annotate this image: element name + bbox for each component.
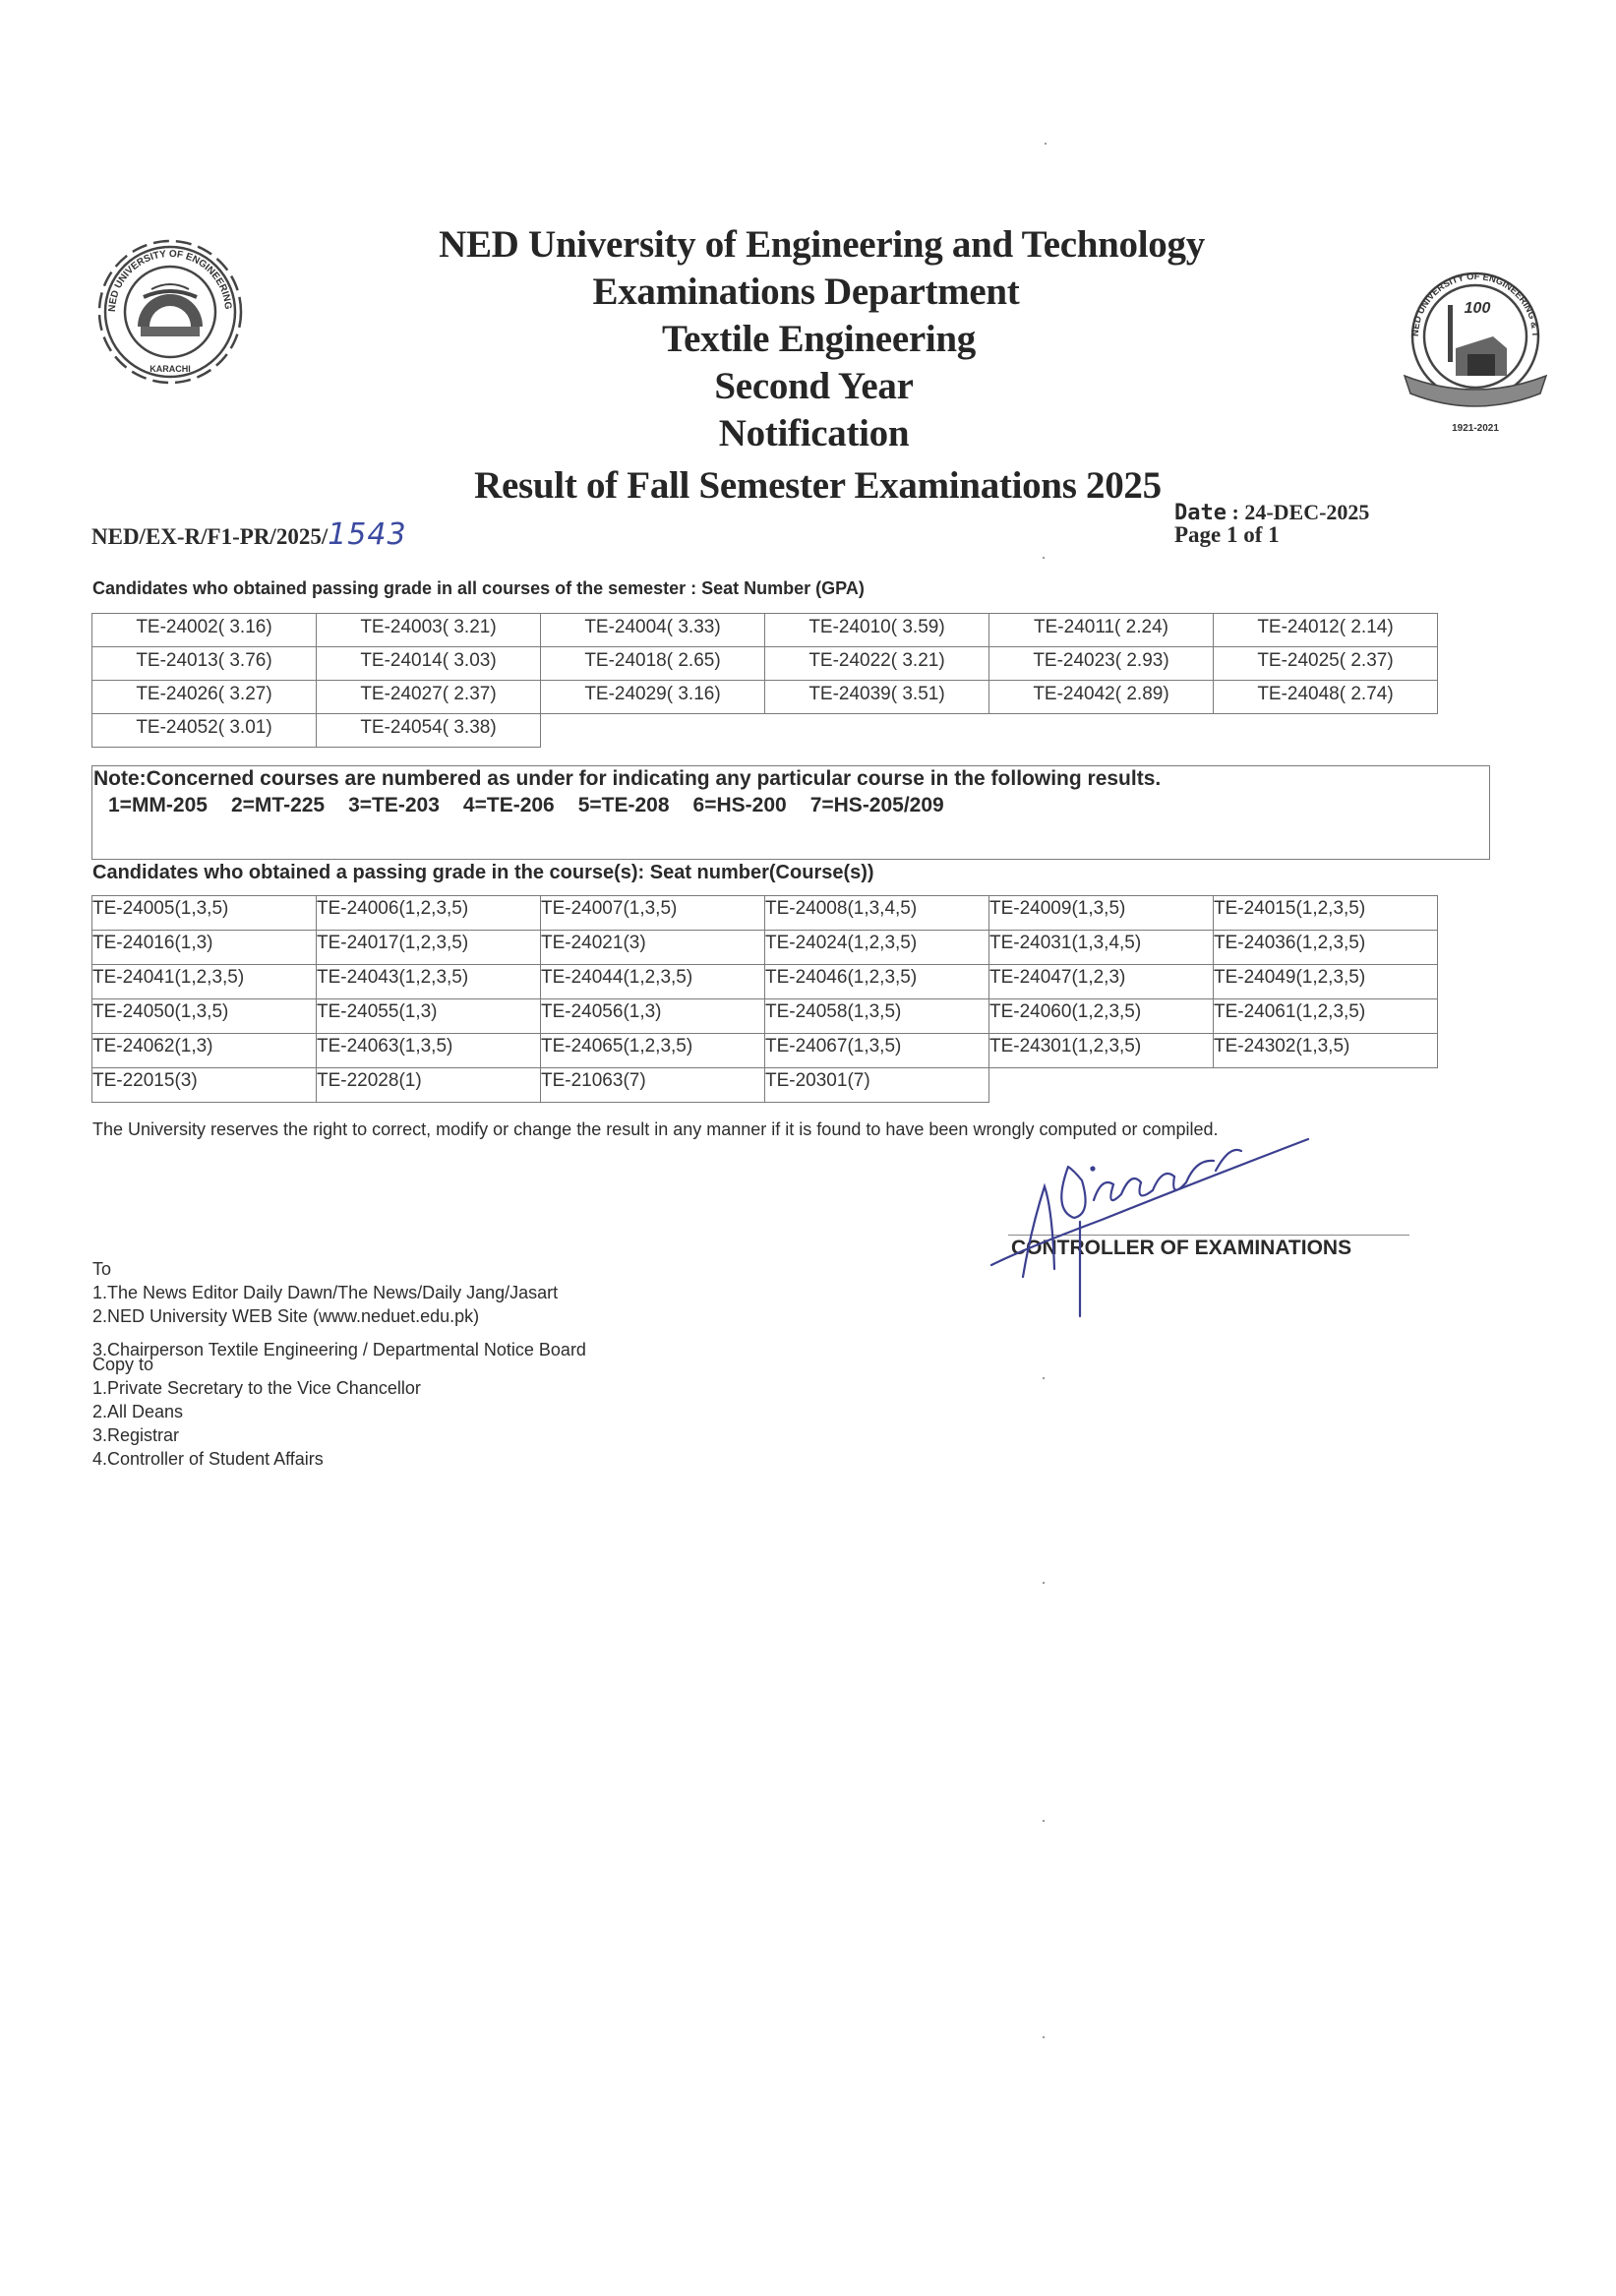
seat-courses-cell: TE-24024(1,2,3,5) xyxy=(765,931,989,965)
to-item: 3.Chairperson Textile Engineering / Departmental Notice Board xyxy=(92,1340,586,1359)
date-separator: : xyxy=(1231,500,1239,524)
seat-gpa-cell: TE-24022( 3.21) xyxy=(765,647,989,681)
scan-speck xyxy=(1045,143,1047,145)
course-key-item: 3=TE-203 xyxy=(348,794,440,816)
seat-gpa-cell: TE-24042( 2.89) xyxy=(989,681,1214,714)
empty-cell xyxy=(989,714,1214,748)
seat-courses-cell: TE-24015(1,2,3,5) xyxy=(1214,896,1438,931)
seat-gpa-cell: TE-24014( 3.03) xyxy=(317,647,541,681)
table-row xyxy=(92,714,1438,748)
to-item: 2.NED University WEB Site (www.neduet.edu.pk) xyxy=(92,1306,480,1326)
page-info: Page 1 of 1 xyxy=(1174,522,1280,547)
seat-gpa-cell: TE-24027( 2.37) xyxy=(317,681,541,714)
table-row xyxy=(92,1034,1438,1068)
copy-item: 4.Controller of Student Affairs xyxy=(92,1449,324,1469)
course-key-item: 5=TE-208 xyxy=(577,794,670,816)
logo-left-bottom-text: KARACHI xyxy=(150,364,191,374)
result-title: Result of Fall Semester Examinations 2025 xyxy=(474,464,1162,507)
seat-courses-cell: TE-24016(1,3) xyxy=(92,931,317,965)
copy-item: 2.All Deans xyxy=(92,1402,184,1421)
seat-gpa-cell: TE-24004( 3.33) xyxy=(541,614,765,647)
seat-courses-cell: TE-24067(1,3,5) xyxy=(765,1034,989,1068)
seat-courses-cell: TE-24021(3) xyxy=(541,931,765,965)
seat-gpa-cell: TE-24025( 2.37) xyxy=(1214,647,1438,681)
logo-left-ring-text: NED UNIVERSITY OF ENGINEERING xyxy=(106,248,234,313)
seat-gpa-cell: TE-24029( 3.16) xyxy=(541,681,765,714)
table-row xyxy=(92,647,1438,681)
to-label: To xyxy=(92,1259,112,1279)
logo-right-years: 1921-2021 xyxy=(1452,423,1499,434)
year-label: Second Year xyxy=(714,365,914,407)
seat-courses-cell: TE-22028(1) xyxy=(317,1068,541,1103)
table-row xyxy=(92,1068,1438,1103)
date-label: Date xyxy=(1174,501,1227,525)
seat-courses-cell: TE-24036(1,2,3,5) xyxy=(1214,931,1438,965)
empty-cell xyxy=(1214,1068,1438,1103)
empty-cell xyxy=(541,714,765,748)
seat-gpa-cell: TE-24010( 3.59) xyxy=(765,614,989,647)
seat-courses-cell: TE-24055(1,3) xyxy=(317,999,541,1034)
logo-right-ring-text: NED UNIVERSITY OF ENGINEERING & T xyxy=(1409,271,1541,337)
empty-cell xyxy=(765,714,989,748)
seat-courses-cell: TE-24009(1,3,5) xyxy=(989,896,1214,931)
seat-courses-cell: TE-22015(3) xyxy=(92,1068,317,1103)
seat-courses-cell: TE-24062(1,3) xyxy=(92,1034,317,1068)
passed-courses-table xyxy=(91,895,1438,1103)
reference-handwritten-number: 1543 xyxy=(328,517,407,552)
seat-courses-cell: TE-24043(1,2,3,5) xyxy=(317,965,541,999)
seat-gpa-cell: TE-24048( 2.74) xyxy=(1214,681,1438,714)
seat-courses-cell: TE-24006(1,2,3,5) xyxy=(317,896,541,931)
seat-courses-cell: TE-24058(1,3,5) xyxy=(765,999,989,1034)
scan-speck xyxy=(1043,1582,1045,1584)
handwritten-signature xyxy=(984,1121,1338,1318)
seat-courses-cell: TE-24031(1,3,4,5) xyxy=(989,931,1214,965)
course-key-note-text: Note:Concerned courses are numbered as under for indicating any particular course in the following results. xyxy=(93,767,1162,790)
seat-gpa-cell: TE-24054( 3.38) xyxy=(317,714,541,748)
logo-right-centenary: 100 xyxy=(1464,300,1491,317)
seat-courses-cell: TE-24008(1,3,4,5) xyxy=(765,896,989,931)
seat-courses-cell: TE-24007(1,3,5) xyxy=(541,896,765,931)
seat-courses-cell: TE-24044(1,2,3,5) xyxy=(541,965,765,999)
seat-gpa-cell: TE-24011( 2.24) xyxy=(989,614,1214,647)
seat-gpa-cell: TE-24012( 2.14) xyxy=(1214,614,1438,647)
table-row xyxy=(92,999,1438,1034)
university-name: NED University of Engineering and Technology xyxy=(439,223,1205,266)
seat-courses-cell: TE-24302(1,3,5) xyxy=(1214,1034,1438,1068)
passed-courses-caption: Candidates who obtained a passing grade in the course(s): Seat number(Course(s)) xyxy=(92,862,874,883)
scan-speck xyxy=(1043,1377,1045,1379)
seat-gpa-cell: TE-24026( 3.27) xyxy=(92,681,317,714)
course-key-item: 6=HS-200 xyxy=(692,794,787,816)
reference-printed: NED/EX-R/F1-PR/2025/ xyxy=(91,524,329,549)
course-key-item: 2=MT-225 xyxy=(230,794,326,816)
seat-courses-cell: TE-24049(1,2,3,5) xyxy=(1214,965,1438,999)
seat-courses-cell: TE-24041(1,2,3,5) xyxy=(92,965,317,999)
passed-all-table xyxy=(91,613,1438,748)
seat-gpa-cell: TE-24002( 3.16) xyxy=(92,614,317,647)
course-key-item: 1=MM-205 xyxy=(108,794,208,816)
course-key-list xyxy=(108,794,968,817)
course-key-item: 4=TE-206 xyxy=(462,794,555,816)
scan-speck xyxy=(1043,2036,1045,2038)
seat-gpa-cell: TE-24013( 3.76) xyxy=(92,647,317,681)
empty-cell xyxy=(1214,714,1438,748)
signatory-title: CONTROLLER OF EXAMINATIONS xyxy=(1011,1237,1352,1259)
seat-courses-cell: TE-21063(7) xyxy=(541,1068,765,1103)
discipline-name: Textile Engineering xyxy=(662,318,976,360)
to-item: 1.The News Editor Daily Dawn/The News/Daily Jang/Jasart xyxy=(92,1283,559,1302)
seat-courses-cell: TE-24056(1,3) xyxy=(541,999,765,1034)
seat-courses-cell: TE-24017(1,2,3,5) xyxy=(317,931,541,965)
seat-courses-cell: TE-24005(1,3,5) xyxy=(92,896,317,931)
seat-courses-cell: TE-24301(1,2,3,5) xyxy=(989,1034,1214,1068)
table-row xyxy=(92,681,1438,714)
passed-all-caption: Candidates who obtained passing grade in all courses of the semester : Seat Number (GPA) xyxy=(92,578,865,598)
table-row xyxy=(92,896,1438,931)
department-name: Examinations Department xyxy=(592,271,1020,313)
copy-item: 3.Registrar xyxy=(92,1425,180,1445)
copy-item: 1.Private Secretary to the Vice Chancellor xyxy=(92,1378,421,1398)
seat-gpa-cell: TE-24052( 3.01) xyxy=(92,714,317,748)
table-row xyxy=(92,965,1438,999)
seat-courses-cell: TE-24063(1,3,5) xyxy=(317,1034,541,1068)
scan-speck xyxy=(1043,1820,1045,1822)
seat-courses-cell: TE-24060(1,2,3,5) xyxy=(989,999,1214,1034)
seat-courses-cell: TE-24061(1,2,3,5) xyxy=(1214,999,1438,1034)
document-type: Notification xyxy=(718,412,910,454)
seat-courses-cell: TE-20301(7) xyxy=(765,1068,989,1103)
seat-courses-cell: TE-24065(1,2,3,5) xyxy=(541,1034,765,1068)
table-row xyxy=(92,931,1438,965)
seat-courses-cell: TE-24046(1,2,3,5) xyxy=(765,965,989,999)
reference-number xyxy=(91,517,407,552)
course-key-item: 7=HS-205/209 xyxy=(809,794,944,816)
seat-courses-cell: TE-24050(1,3,5) xyxy=(92,999,317,1034)
seat-gpa-cell: TE-24023( 2.93) xyxy=(989,647,1214,681)
empty-cell xyxy=(989,1068,1214,1103)
seat-gpa-cell: TE-24003( 3.21) xyxy=(317,614,541,647)
date-value: 24-DEC-2025 xyxy=(1244,500,1370,524)
copy-label: Copy to xyxy=(92,1355,154,1374)
disclaimer: The University reserves the right to correct, modify or change the result in any manner if it is found to have been wrongly computed or compiled. xyxy=(92,1119,1219,1139)
table-row xyxy=(92,614,1438,647)
scan-speck xyxy=(1043,557,1045,559)
seat-courses-cell: TE-24047(1,2,3) xyxy=(989,965,1214,999)
seat-gpa-cell: TE-24039( 3.51) xyxy=(765,681,989,714)
seat-gpa-cell: TE-24018( 2.65) xyxy=(541,647,765,681)
